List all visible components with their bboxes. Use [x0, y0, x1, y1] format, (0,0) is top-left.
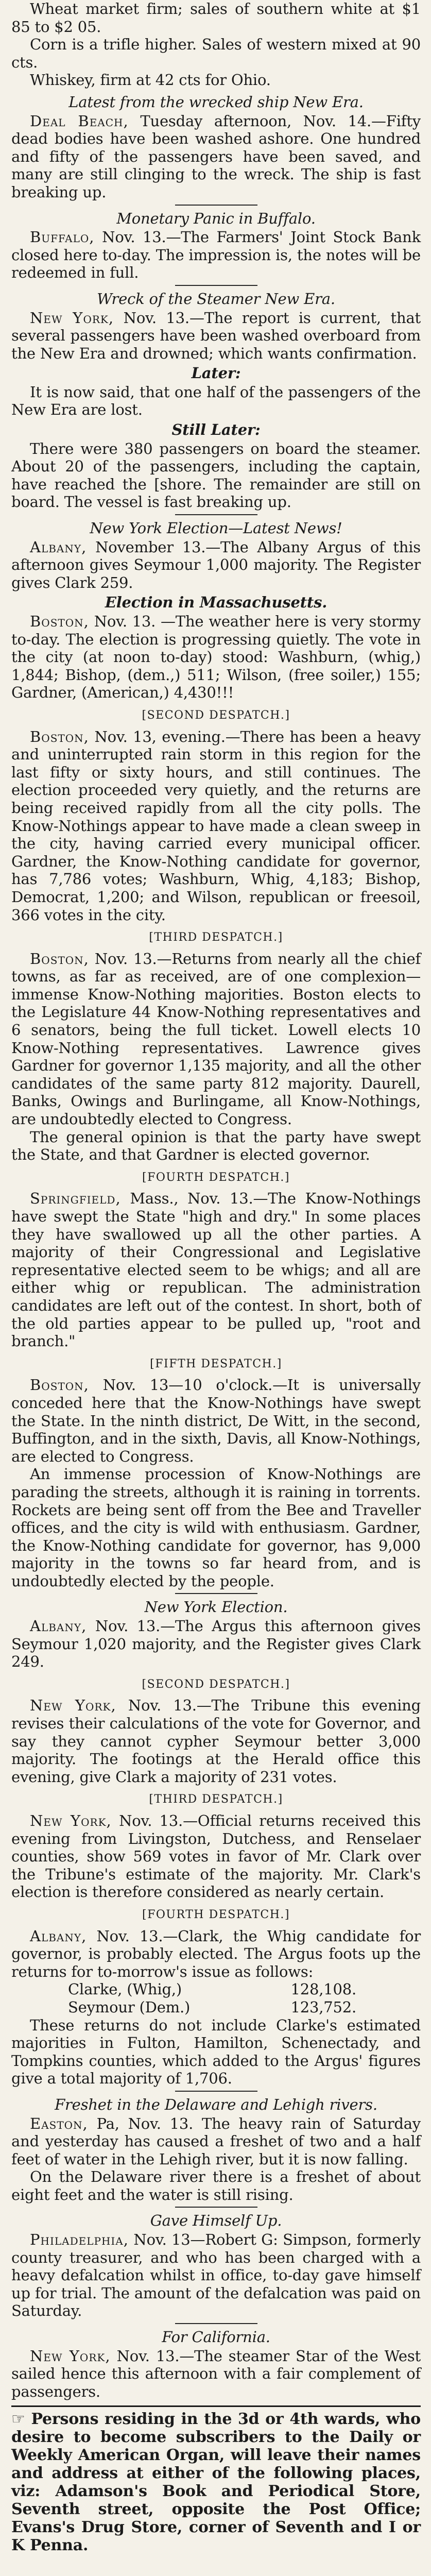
- article-body: Nov. 13.—Official returns received this evening from Livingston, Dutchess, and Renselaer counties, show 569 votes in favor of Mr. Clark over the Tribune's estimate of the majority. Mr. Clark's election is therefore considered as nearly certain.: [11, 1812, 421, 1901]
- dateline-place: New York,: [30, 309, 114, 327]
- mass-fourth-article: [11, 1190, 421, 1350]
- candidate-name: Clarke, (Whig,): [68, 1980, 182, 1998]
- freshet-heading: Freshet in the Delaware and Lehigh rivers.: [55, 2095, 377, 2113]
- article-body: Nov. 13.—The steamer Star of the West sailed hence this afternoon with a fair complement of passengers.: [11, 2347, 421, 2400]
- newspaper-column: [11, 0, 421, 2554]
- mass-second-article: [11, 728, 421, 924]
- california-article: [11, 2347, 421, 2401]
- dateline-place: Boston,: [30, 727, 89, 745]
- fifth-despatch-label: [FIFTH DESPATCH.]: [150, 1357, 282, 1370]
- ny-latest-article: [11, 538, 421, 592]
- dateline-place: Boston,: [30, 950, 89, 968]
- candidate-votes: 128,108.: [290, 1980, 356, 1998]
- mass-first-article: [11, 613, 421, 702]
- third-despatch-label: [THIRD DESPATCH.]: [149, 931, 283, 944]
- article-body: Nov. 13.—The report is current, that several passengers have been washed overboard from the New Era and drowned; which wants confirmation.: [11, 309, 421, 362]
- section-divider: [175, 2207, 257, 2208]
- candidate-name: Seymour (Dem.): [68, 1998, 191, 2016]
- section-divider: [175, 2323, 257, 2324]
- ny-fourth-article-cont: These returns do not include Clarke's estimated majorities in Fulton, Hamilton, Schenectady, and Tompkins counties, which added to the Argus' figures give a total majority of 1,706.: [11, 2016, 421, 2088]
- article-body: Nov. 13.—The Argus this afternoon gives Seymour 1,020 majority, and the Register gives Clark 249.: [11, 1617, 421, 1671]
- section-divider: [175, 205, 257, 206]
- article-body: Mass., Nov. 13.—The Know-Nothings have swept the State "high and dry." In some places they have swallowed up all the other parties. A majority of their Congressional and Legislative representative elected seem to be whigs; and all are either whig or republican. The administration candidates are left out of the contest. In short, both of the old parties appear to be pulled up, "root and branch.": [11, 1190, 421, 1350]
- market-report-wheat: Wheat market firm; sales of southern white at $1 85 to $2 05.: [11, 0, 421, 36]
- gave-up-article: [11, 2231, 421, 2320]
- panic-heading: Monetary Panic in Buffalo.: [116, 209, 316, 227]
- dateline-place: New York,: [30, 2347, 111, 2365]
- mass-third-article: [11, 950, 421, 1128]
- market-report-whiskey: Whiskey, firm at 42 cts for Ohio.: [30, 71, 271, 89]
- california-heading: For California.: [162, 2328, 270, 2346]
- ny-third-article: [11, 1812, 421, 1901]
- dateline-place: Albany,: [30, 1617, 87, 1635]
- section-divider: [175, 2091, 257, 2092]
- article-body: Nov. 13.—The Tribune this evening revises their calculations of the vote for Governor, and say they cannot cypher Seymour better 3,000 majority. The footings at the Herald office this evening, give Clark a majority of 231 votes.: [11, 1697, 421, 1786]
- pointing-hand-icon: ☞: [11, 2410, 25, 2429]
- still-later-heading: Still Later:: [171, 421, 261, 439]
- fourth-despatch-label: [FOURTH DESPATCH.]: [142, 1171, 290, 1184]
- ny-fourth-despatch-label: [FOURTH DESPATCH.]: [142, 1908, 290, 1921]
- ny-first-article: [11, 1617, 421, 1671]
- dateline-place: Albany,: [30, 538, 87, 556]
- article-body: Nov. 13, evening.—There has been a heavy and uninterrupted rain storm in this region for the last fifty or sixty hours, and still continues. The election proceeded very quietly, and the returns are being received rapidly from all the city polls. The Know-Nothings appear to have made a clean sweep in the city, having carried every municipal officer. Gardner, the Know-Nothing candidate for governor, has 7,786 votes; Washburn, Whig, 4,183; Bishop, Democrat, 1,200; and Wilson, republican or freesoil, 366 votes in the city.: [11, 727, 421, 924]
- ny-third-despatch-label: [THIRD DESPATCH.]: [149, 1793, 283, 1806]
- freshet-article: [11, 2115, 421, 2168]
- mass-fifth-article-cont: An immense procession of Know-Nothings are parading the streets, although it is raining in torrents. Rockets are being sent off from the Bee and Traveller offices, and the city is wild with enthusiasm. Gardner, the Know-Nothing candidate for governor, has 9,000 majority in the towns so far heard from, and is undoubtedly elected by the people.: [11, 1465, 421, 1590]
- dateline-place: Albany,: [30, 1927, 87, 1945]
- article-body: Nov. 13—10 o'clock.—It is universally conceded here that the Know-Nothings have swept the State. In the ninth district, De Witt, in the second, Buffington, and in the sixth, Davis, all Know-Nothings, are elected to Congress.: [11, 1376, 421, 1465]
- dateline-place: Philadelphia,: [30, 2231, 129, 2249]
- article-body: Nov. 13.—The Farmers' Joint Stock Bank closed here to-day. The impression is, the notes will be redeemed in full.: [11, 228, 421, 282]
- dateline-place: New York,: [30, 1812, 112, 1829]
- article-body: November 13.—The Albany Argus of this afternoon gives Seymour 1,000 majority. The Register gives Clark 259.: [11, 538, 421, 591]
- article-body: Nov. 13.—Returns from nearly all the chief towns, as far as received, are of one complexion—immense Know-Nothing majorities. Boston elects to the Legislature 44 Know-Nothing representatives and 6 senators, being the full ticket. Lowell elects 10 Know-Nothing representatives. Lawrence gives Gardner for governor 1,135 majority, and all the other candidates of the same party 812 majority. Daurell, Banks, Owings and Burlingame, all Know-Nothings, are undoubtedly elected to Congress.: [11, 950, 421, 1128]
- dateline-place: New York,: [30, 1697, 116, 1715]
- panic-article: [11, 228, 421, 282]
- still-later-article: There were 380 passengers on board the steamer. About 20 of the passengers, including the captain, have reached the [shore. The remainder are still on board. The vessel is fast breaking up.: [11, 439, 421, 511]
- vote-tally-row: [68, 1980, 356, 1998]
- section-divider: [175, 285, 257, 286]
- mass-fifth-article: [11, 1376, 421, 1465]
- candidate-votes: 123,752.: [290, 1998, 356, 2016]
- wreck-article: [11, 112, 421, 201]
- ny-latest-heading: New York Election—Latest News!: [90, 519, 342, 537]
- freshet-article-cont: On the Delaware river there is a freshet of about eight feet and the water is still rising.: [11, 2168, 421, 2204]
- article-body: Tuesday afternoon, Nov. 14.—Fifty dead bodies have been washed ashore. One hundred and fifty of the passengers have been saved, and many are still clinging to the wreck. The ship is fast breaking up.: [11, 112, 421, 201]
- ny-second-article: [11, 1697, 421, 1786]
- mass-heading: Election in Massachusetts.: [105, 594, 327, 612]
- later-article: It is now said, that one half of the passengers of the New Era are lost.: [11, 383, 421, 419]
- ny-heading: New York Election.: [144, 1598, 288, 1616]
- second-despatch-label: [SECOND DESPATCH.]: [142, 708, 290, 722]
- subscription-notice: [11, 2410, 421, 2554]
- article-body: Nov. 13—Robert G: Simpson, formerly county treasurer, and who has been charged with a heavy defalcation whilst in office, to-day gave himself up for trial. The amount of the defalcation was paid on Saturday.: [11, 2231, 421, 2320]
- dateline-place: Boston,: [30, 613, 89, 630]
- vote-tally-row: [68, 1998, 356, 2016]
- article-body: Nov. 13. —The weather here is very stormy to-day. The election is progressing quietly. The vote in the city (at noon to-day) stood: Washburn, (whig,) 1,844; Bishop, (dem.,) 511; Wilson, (free soiler,) 155; Gardner, (American,) 4,430!!!: [11, 613, 421, 702]
- dateline-place: Springfield,: [30, 1190, 121, 1208]
- later-heading: Later:: [191, 364, 241, 382]
- notice-text: Persons residing in the 3d or 4th wards, who desire to become subscribers to the Daily or Weekly American Organ, will leave their names and address at either of the following places, viz: Adamson's Book and Periodical Store, Seventh street, opposite the Post Office; Evans's Drug Store, corner of Seventh and I or K Penna.: [11, 2410, 421, 2555]
- steamer-heading: Wreck of the Steamer New Era.: [97, 290, 335, 308]
- section-divider: [175, 1593, 257, 1594]
- gave-up-heading: Gave Himself Up.: [150, 2212, 282, 2230]
- article-body: Nov. 13.—Clark, the Whig candidate for governor, is probably elected. The Argus foots up the returns for to-morrow's issue as follows:: [11, 1927, 421, 1980]
- dateline-place: Easton,: [30, 2114, 88, 2132]
- article-body: Pa, Nov. 13. The heavy rain of Saturday and yesterday has caused a freshet of two and a half feet of water in the Lehigh river, but it is now falling.: [11, 2114, 421, 2168]
- mass-third-article-cont: The general opinion is that the party have swept the State, and that Gardner is elected governor.: [11, 1128, 421, 1164]
- steamer-article: [11, 309, 421, 363]
- dateline-place: Buffalo,: [30, 228, 95, 246]
- bottom-divider: [11, 2405, 421, 2407]
- wreck-heading: Latest from the wrecked ship New Era.: [68, 93, 364, 111]
- ny-fourth-article: [11, 1927, 421, 1981]
- section-divider: [175, 514, 257, 515]
- dateline-place: Deal Beach,: [30, 112, 129, 130]
- dateline-place: Boston,: [30, 1376, 89, 1394]
- ny-second-despatch-label: [SECOND DESPATCH.]: [142, 1677, 290, 1691]
- market-report-corn: Corn is a trifle higher. Sales of western mixed at 90 cts.: [11, 36, 421, 71]
